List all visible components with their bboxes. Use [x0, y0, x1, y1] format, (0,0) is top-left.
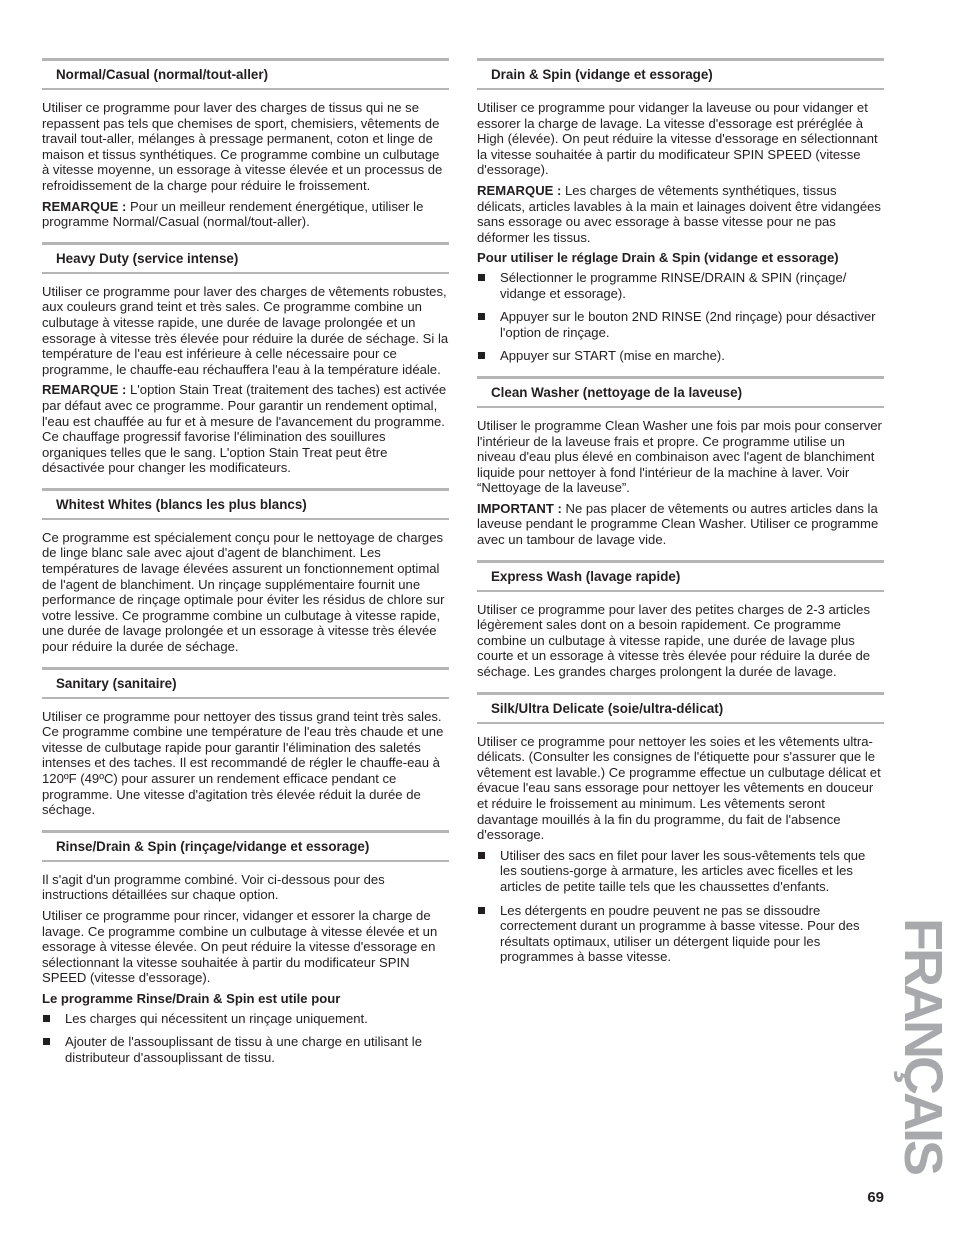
list-item — [42, 1034, 449, 1065]
list-item — [477, 903, 884, 965]
square-bullet-icon — [478, 907, 485, 914]
list-item-text: Appuyer sur START (mise en marche). — [500, 348, 725, 364]
section-drain-spin — [477, 58, 884, 364]
section-rinse-drain-spin — [42, 830, 449, 1066]
section-subhead: Pour utiliser le réglage Drain & Spin (vidange et essorage) — [477, 250, 839, 266]
section-title: Silk/Ultra Delicate (soie/ultra-délicat) — [477, 692, 884, 724]
list-item-text: Appuyer sur le bouton 2ND RINSE (2nd rinçage) pour désactiver l'option de rinçage. — [500, 309, 876, 340]
section-body: Utiliser ce programme pour vidanger la laveuse ou pour vidanger et essorer la charge de lavage. La vitesse d'essorage est préréglée à High (élevée). On peut réduire la vitesse d'essorage en sélectionnant la vitesse souhaitée à partir du modificateur SPIN SPEED (vitesse d'essorage). — [477, 100, 878, 178]
bullet-list — [477, 848, 884, 965]
list-item — [477, 848, 884, 895]
section-title: Express Wash (lavage rapide) — [477, 560, 884, 592]
section-note — [42, 199, 449, 230]
note-label: REMARQUE : — [42, 382, 127, 398]
section-note — [42, 382, 449, 476]
page-number: 69 — [867, 1189, 884, 1206]
section-title: Rinse/Drain & Spin (rinçage/vidange et essorage) — [42, 830, 449, 862]
section-title: Clean Washer (nettoyage de la laveuse) — [477, 376, 884, 408]
list-item — [477, 309, 884, 340]
section-note — [477, 183, 884, 245]
list-item — [477, 270, 884, 301]
section-body: Utiliser ce programme pour nettoyer les soies et les vêtements ultra-délicats. (Consulter les consignes de l'étiquette pour s'assurer que le vêtement est lavable.) Ce programme effectue un culbutage délicat et évacue l'eau sans essorage pour nettoyer les vêtements en douceur et réduire le froissement au minimum. Les vêtements seront davantage mouillés à la fin du programme, du fait de l'absence d'essorage. — [477, 733, 881, 843]
section-express-wash — [477, 560, 884, 680]
note-text: Pour un meilleur rendement énergétique, utiliser le programme Normal/Casual (normal/tout-aller). — [42, 198, 424, 230]
section-title: Sanitary (sanitaire) — [42, 667, 449, 699]
section-body: Il s'agit d'un programme combiné. Voir ci-dessous pour des instructions détaillées sur chaque option. — [42, 871, 385, 903]
section-title: Normal/Casual (normal/tout-aller) — [42, 58, 449, 90]
section-heavy-duty — [42, 242, 449, 476]
note-label: IMPORTANT : — [477, 500, 562, 516]
language-side-tab: FRANÇAIS — [893, 918, 953, 1173]
list-item-text: Sélectionner le programme RINSE/DRAIN & SPIN (rinçage/ vidange et essorage). — [500, 269, 847, 301]
right-column — [477, 58, 884, 977]
section-title: Whitest Whites (blancs les plus blancs) — [42, 488, 449, 520]
square-bullet-icon — [43, 1015, 50, 1022]
square-bullet-icon — [478, 274, 485, 281]
section-body: Utiliser ce programme pour laver des petites charges de 2-3 articles légèrement sales dont on a besoin rapidement. Ce programme combine un culbutage à vitesse rapide, une durée de lavage plus courte et un essorage à vitesse très élevée pour réduire la durée de séchage. Les grandes charges prolongent la durée de lavage. — [477, 601, 871, 680]
section-body: Utiliser ce programme pour rincer, vidanger et essorer la charge de lavage. Ce programme combine un culbutage à vitesse élevée et un essorage à vitesse élevée. On peut réduire la vitesse d'essorage en sélectionnant la vitesse souhaitée à partir du modificateur SPIN SPEED (vitesse d'essorage). — [42, 907, 438, 986]
section-title: Heavy Duty (service intense) — [42, 242, 449, 274]
square-bullet-icon — [43, 1038, 50, 1045]
list-item — [42, 1011, 449, 1027]
section-sanitary — [42, 667, 449, 818]
square-bullet-icon — [478, 352, 485, 359]
note-label: REMARQUE : — [42, 198, 127, 214]
note-text: Ne pas placer de vêtements ou autres articles dans la laveuse pendant le programme Clean Washer. Utiliser ce programme avec un tambour de lavage vide. — [477, 500, 879, 548]
list-item — [477, 348, 884, 364]
section-normal-casual — [42, 58, 449, 230]
bullet-list — [477, 270, 884, 364]
section-body: Utiliser ce programme pour nettoyer des tissus grand teint très sales. Ce programme combine une température de l'eau très chaude et une vitesse de culbutage rapide pour garantir l'élimination des saletés intenses et des taches. Il est recommandé de régler le chauffe-eau à 120ºF (49ºC) pour assurer un rendement efficace pendant ce programme. Une vitesse d'agitation très élevée réduit la durée de séchage. — [42, 708, 444, 818]
section-note — [477, 501, 884, 548]
square-bullet-icon — [478, 852, 485, 859]
list-item-text: Les détergents en poudre peuvent ne pas se dissoudre correctement durant un programme à basse vitesse. Pour des résultats optimaux, utiliser un détergent liquide pour les programmes à basse vitesse. — [500, 902, 860, 965]
section-silk-ultra-delicate — [477, 692, 884, 965]
note-text: L'option Stain Treat (traitement des taches) est activée par défaut avec ce programme. Pour garantir un rendement optimal, l'eau est chauffée au fur et à mesure de l'avancement du programme. Ce chauffage progressif favorise l'élimination des souillures organiques telles que le sang. L'option Stain Treat peut être désactivée pour changer les modificateurs. — [42, 382, 447, 476]
section-clean-washer — [477, 376, 884, 548]
section-body: Utiliser le programme Clean Washer une fois par mois pour conserver l'intérieur de la laveuse frais et propre. Ce programme utilise un niveau d'eau plus élevé en combinaison avec l'agent de blanchiment liquide pour nettoyer à fond l'intérieur de la machine à laver. Voir “Nettoyage de la laveuse”. — [477, 417, 882, 496]
section-body: Utiliser ce programme pour laver des charges de tissus qui ne se repassent pas tels que chemises de sport, chemisiers, vêtements de travail tout-aller, mélanges à pressage permanent, coton et linge de maison et tissus synthétiques. Ce programme combine un culbutage à vitesse moyenne, un essorage à vitesse élevée et un processus de refroidissement de la charge pour réduire le froissement. — [42, 100, 443, 193]
list-item-text: Ajouter de l'assouplissant de tissu à une charge en utilisant le distributeur d'assouplissant de tissu. — [65, 1034, 422, 1065]
section-subhead: Le programme Rinse/Drain & Spin est utile pour — [42, 990, 341, 1006]
section-whitest-whites — [42, 488, 449, 655]
square-bullet-icon — [478, 313, 485, 320]
bullet-list — [42, 1011, 449, 1066]
left-column — [42, 58, 449, 1077]
list-item-text: Les charges qui nécessitent un rinçage uniquement. — [65, 1010, 368, 1026]
note-text: Les charges de vêtements synthétiques, tissus délicats, articles lavables à la main et lainages doivent être vidangées sans essorage ou avec essorage à basse vitesse pour ne pas déformer les tissus. — [477, 182, 881, 245]
list-item-text: Utiliser des sacs en filet pour laver les sous-vêtements tels que les soutiens-gorge à armature, les articles avec ficelles et les articles de petite taille tels que les chaussettes d'enfants. — [500, 847, 866, 894]
section-body: Utiliser ce programme pour laver des charges de vêtements robustes, aux couleurs grand teint et très sales. Ce programme combine un culbutage à vitesse rapide, une durée de lavage prolongée et un essorage à vitesse très élevée pour réduire la durée de séchage. Si la température de l'eau est inférieure à celle nécessaire pour ce programme, le chauffe-eau réchauffera l'eau à la température idéale. — [42, 283, 449, 377]
note-label: REMARQUE : — [477, 182, 562, 198]
section-body: Ce programme est spécialement conçu pour le nettoyage de charges de linge blanc sale avec ajout d'agent de blanchiment. Les températures de lavage élevées assurent un fonctionnement optimal de l'agent de blanchiment. Un rinçage supplémentaire fournit une performance de rinçage optimale pour éviter les résidus de chlore sur votre lessive. Ce programme combine un culbutage à vitesse rapide, une durée de lavage prolongée et un essorage à vitesse très élevée pour réduire la durée de séchage. — [42, 529, 445, 655]
section-title: Drain & Spin (vidange et essorage) — [477, 58, 884, 90]
